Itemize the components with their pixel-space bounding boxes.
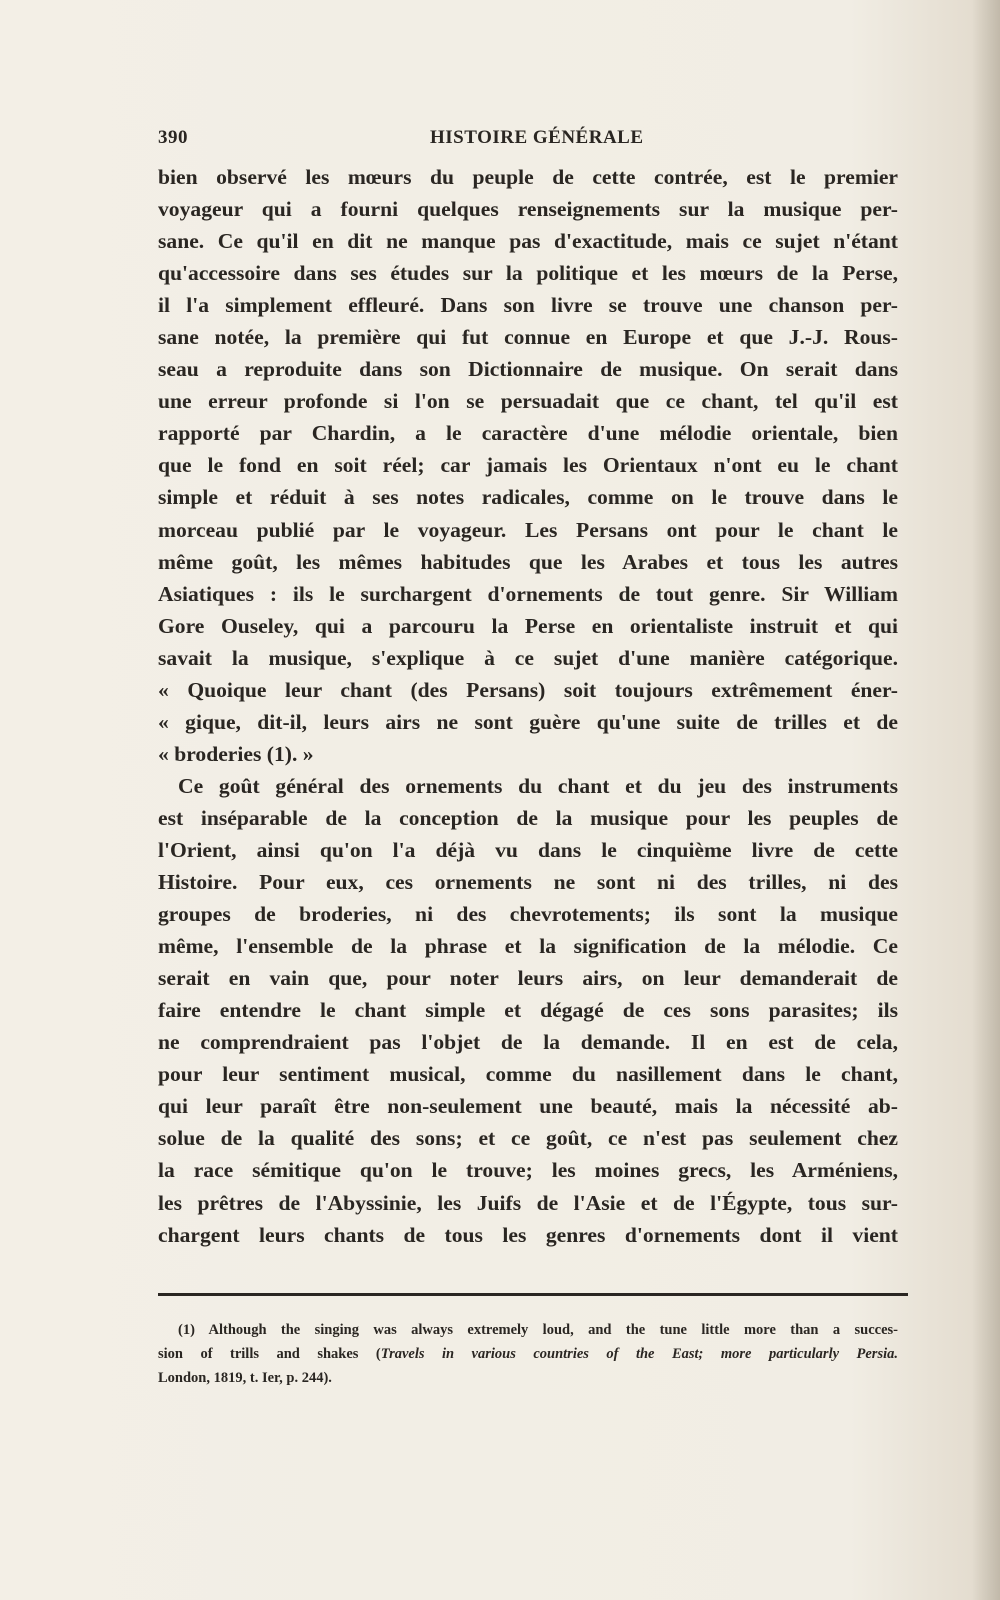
body-line: « gique, dit-il, leurs airs ne sont guère qu'une suite de trilles et de [158, 709, 898, 734]
body-line: Histoire. Pour eux, ces ornements ne sont ni des trilles, ni des [158, 870, 898, 895]
body-line: l'Orient, ainsi qu'on l'a déjà vu dans le cinquième livre de cette [158, 837, 898, 862]
body-line: les prêtres de l'Abyssinie, les Juifs de l'Asie et de l'Égypte, tous sur- [158, 1190, 898, 1215]
footnote [158, 1318, 898, 1390]
body-line: qui leur paraît être non-seulement une beauté, mais la nécessité ab- [158, 1094, 898, 1119]
body-line: la race sémitique qu'on le trouve; les moines grecs, les Arméniens, [158, 1158, 898, 1183]
body-line: rapporté par Chardin, a le caractère d'une mélodie orientale, bien [158, 421, 898, 446]
body-line: sane notée, la première qui fut connue en Europe et que J.-J. Rous- [158, 325, 898, 350]
footnote-line: London, 1819, t. Ier, p. 244). [158, 1370, 332, 1386]
footnote-book-title: Travels in various countries of the East; more particularly Persia. [380, 1346, 898, 1362]
body-line: solue de la qualité des sons; et ce goût, ce n'est pas seulement chez [158, 1126, 898, 1151]
body-line: simple et réduit à ses notes radicales, comme on le trouve dans le [158, 485, 898, 510]
body-line: que le fond en soit réel; car jamais les Orientaux n'ont eu le chant [158, 453, 898, 478]
body-line: morceau publié par le voyageur. Les Persans ont pour le chant le [158, 517, 898, 542]
body-line: pour leur sentiment musical, comme du nasillement dans le chant, [158, 1062, 898, 1087]
body-line: il l'a simplement effleuré. Dans son livre se trouve une chanson per- [158, 293, 898, 318]
body-line: Ce goût général des ornements du chant et du jeu des instruments [178, 773, 898, 798]
footnote-text: sion of trills and shakes ( [158, 1346, 381, 1362]
body-line: Gore Ouseley, qui a parcouru la Perse en orientaliste instruit et qui [158, 613, 898, 638]
footnote-separator-rule [158, 1293, 908, 1296]
body-line: « Quoique leur chant (des Persans) soit toujours extrêmement éner- [158, 677, 898, 702]
body-line: « broderies (1). » [158, 741, 314, 766]
body-line: serait en vain que, pour noter leurs airs, on leur demanderait de [158, 966, 898, 991]
body-line: bien observé les mœurs du peuple de cette contrée, est le premier [158, 165, 898, 189]
body-line: qu'accessoire dans ses études sur la politique et les mœurs de la Perse, [158, 261, 898, 286]
body-line: groupes de broderies, ni des chevrotements; ils sont la musique [158, 902, 898, 927]
body-line: une erreur profonde si l'on se persuadait que ce chant, tel qu'il est [158, 389, 898, 414]
footnote-line: (1) Although the singing was always extremely loud, and the tune little more than a succes- [178, 1322, 898, 1338]
body-line: est inséparable de la conception de la musique pour les peuples de [158, 805, 898, 830]
body-line: savait la musique, s'explique à ce sujet d'une manière catégorique. [158, 645, 898, 670]
body-line: voyageur qui a fourni quelques renseignements sur la musique per- [158, 197, 898, 222]
page-number: 390 [158, 127, 188, 148]
page-header [158, 124, 898, 154]
body-line: ne comprendraient pas l'objet de la demande. Il en est de cela, [158, 1030, 898, 1055]
footnote-line [158, 1342, 898, 1366]
body-line: faire entendre le chant simple et dégagé de ces sons parasites; ils [158, 998, 898, 1023]
body-line: seau a reproduite dans son Dictionnaire de musique. On serait dans [158, 357, 898, 382]
running-title: HISTOIRE GÉNÉRALE [430, 127, 644, 148]
body-line: chargent leurs chants de tous les genres d'ornements dont il vient [158, 1222, 898, 1247]
body-line: Asiatiques : ils le surchargent d'ornements de tout genre. Sir William [158, 581, 898, 606]
body-line: même goût, les mêmes habitudes que les Arabes et tous les autres [158, 549, 898, 574]
body-text [158, 161, 898, 1251]
body-line: sane. Ce qu'il en dit ne manque pas d'exactitude, mais ce sujet n'étant [158, 229, 898, 254]
page-edge-shadow [972, 0, 1000, 1600]
body-line: même, l'ensemble de la phrase et la signification de la mélodie. Ce [158, 934, 898, 959]
